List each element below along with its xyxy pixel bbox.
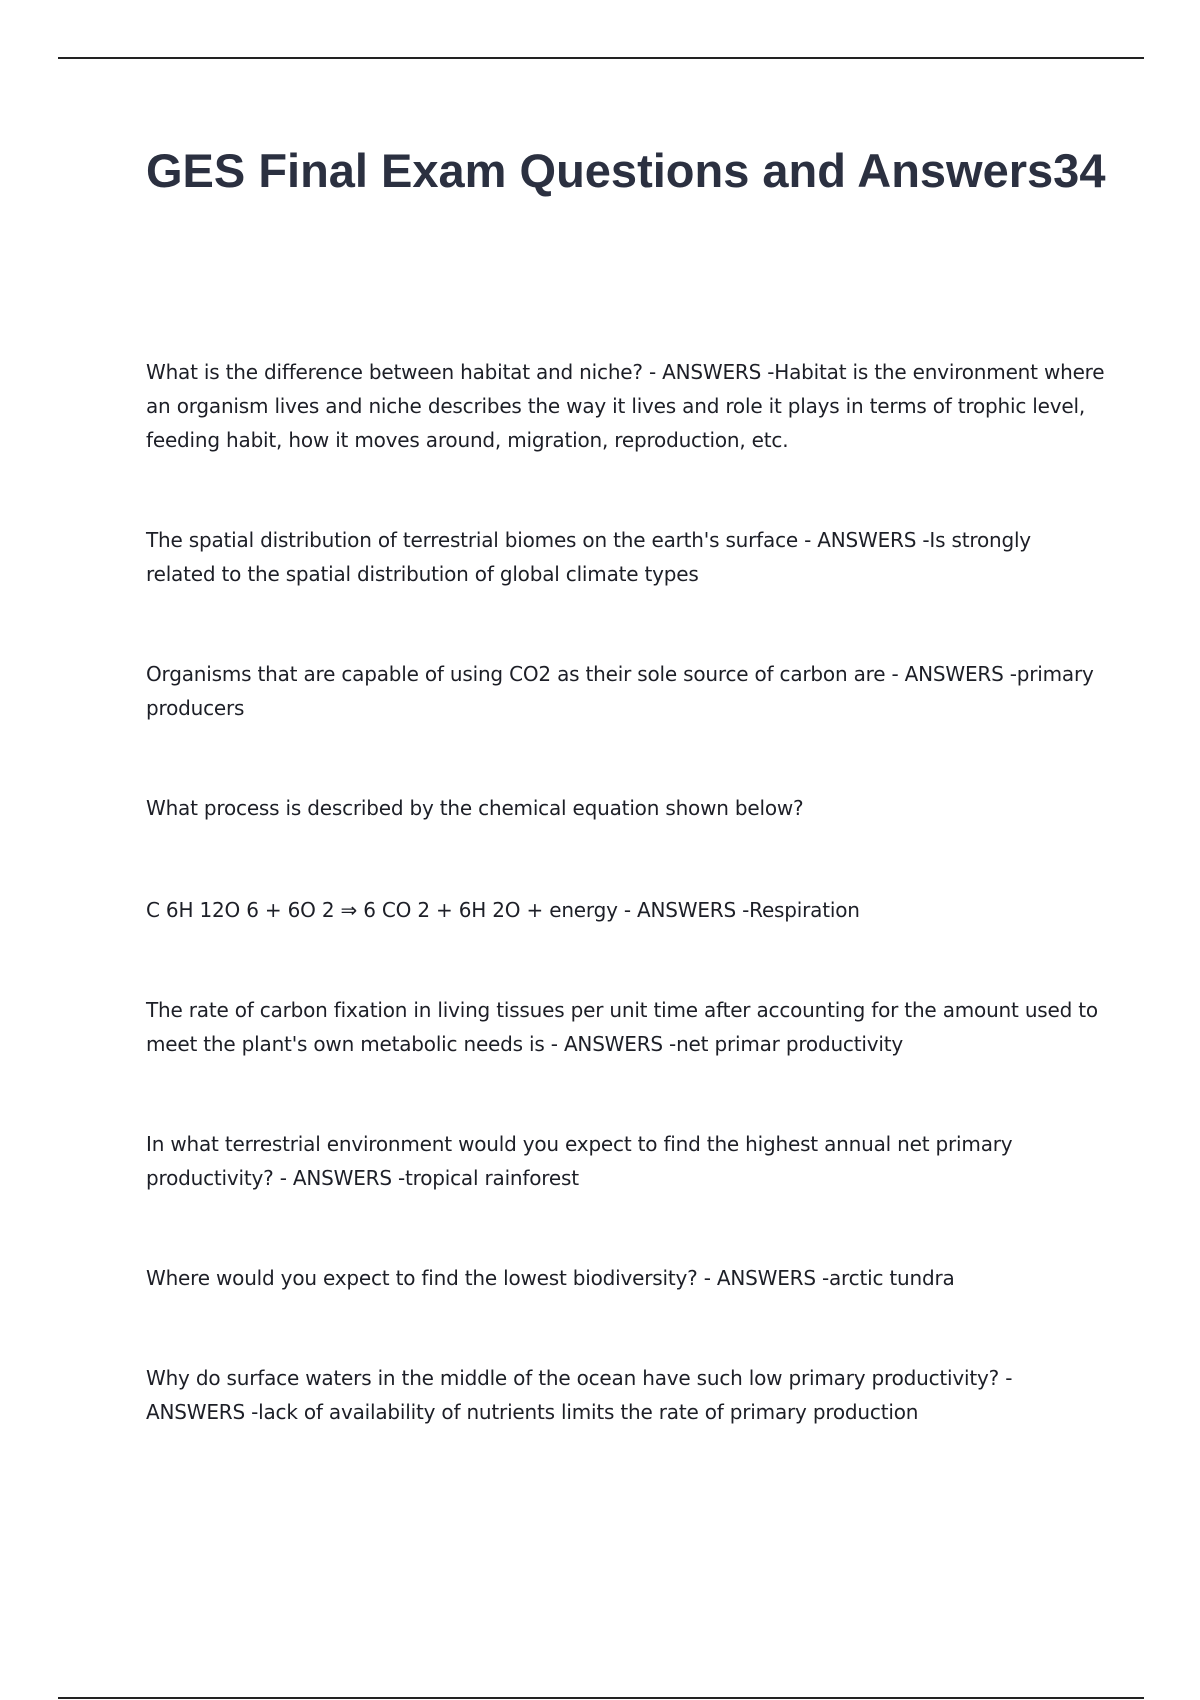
qa-paragraph-biomes: The spatial distribution of terrestrial biomes on the earth's surface - ANSWERS -Is strongly related to the spatial distribution of global climate types (146, 528, 1031, 586)
page-title: GES Final Exam Questions and Answers34 (146, 144, 1106, 197)
qa-paragraph-equation-answer: C 6H 12O 6 + 6O 2 ⇒ 6 CO 2 + 6H 2O + energy - ANSWERS -Respiration (146, 898, 860, 922)
bottom-divider (58, 1697, 1144, 1699)
qa-paragraph-highest-productivity: In what terrestrial environment would you expect to find the highest annual net primary productivity? - ANSWERS -tropical rainforest (146, 1132, 1013, 1190)
qa-paragraph-primary-producers: Organisms that are capable of using CO2 as their sole source of carbon are - ANSWERS -primary producers (146, 662, 1094, 720)
qa-paragraph-equation-question: What process is described by the chemical equation shown below? (146, 796, 804, 820)
qa-paragraph-habitat-niche: What is the difference between habitat and niche? - ANSWERS -Habitat is the environment where an organism lives and niche describes the way it lives and role it plays in terms of trophic level, feeding habit, how it moves around, migration, reproduction, etc. (146, 360, 1105, 452)
qa-paragraph-ocean-productivity: Why do surface waters in the middle of the ocean have such low primary productivity? - ANSWERS -lack of availability of nutrients limits the rate of primary production (146, 1366, 1013, 1424)
qa-paragraph-lowest-biodiversity: Where would you expect to find the lowest biodiversity? - ANSWERS -arctic tundra (146, 1266, 955, 1290)
top-divider (58, 57, 1144, 59)
qa-paragraph-net-productivity: The rate of carbon fixation in living tissues per unit time after accounting for the amount used to meet the plant's own metabolic needs is - ANSWERS -net primar productivity (146, 998, 1098, 1056)
